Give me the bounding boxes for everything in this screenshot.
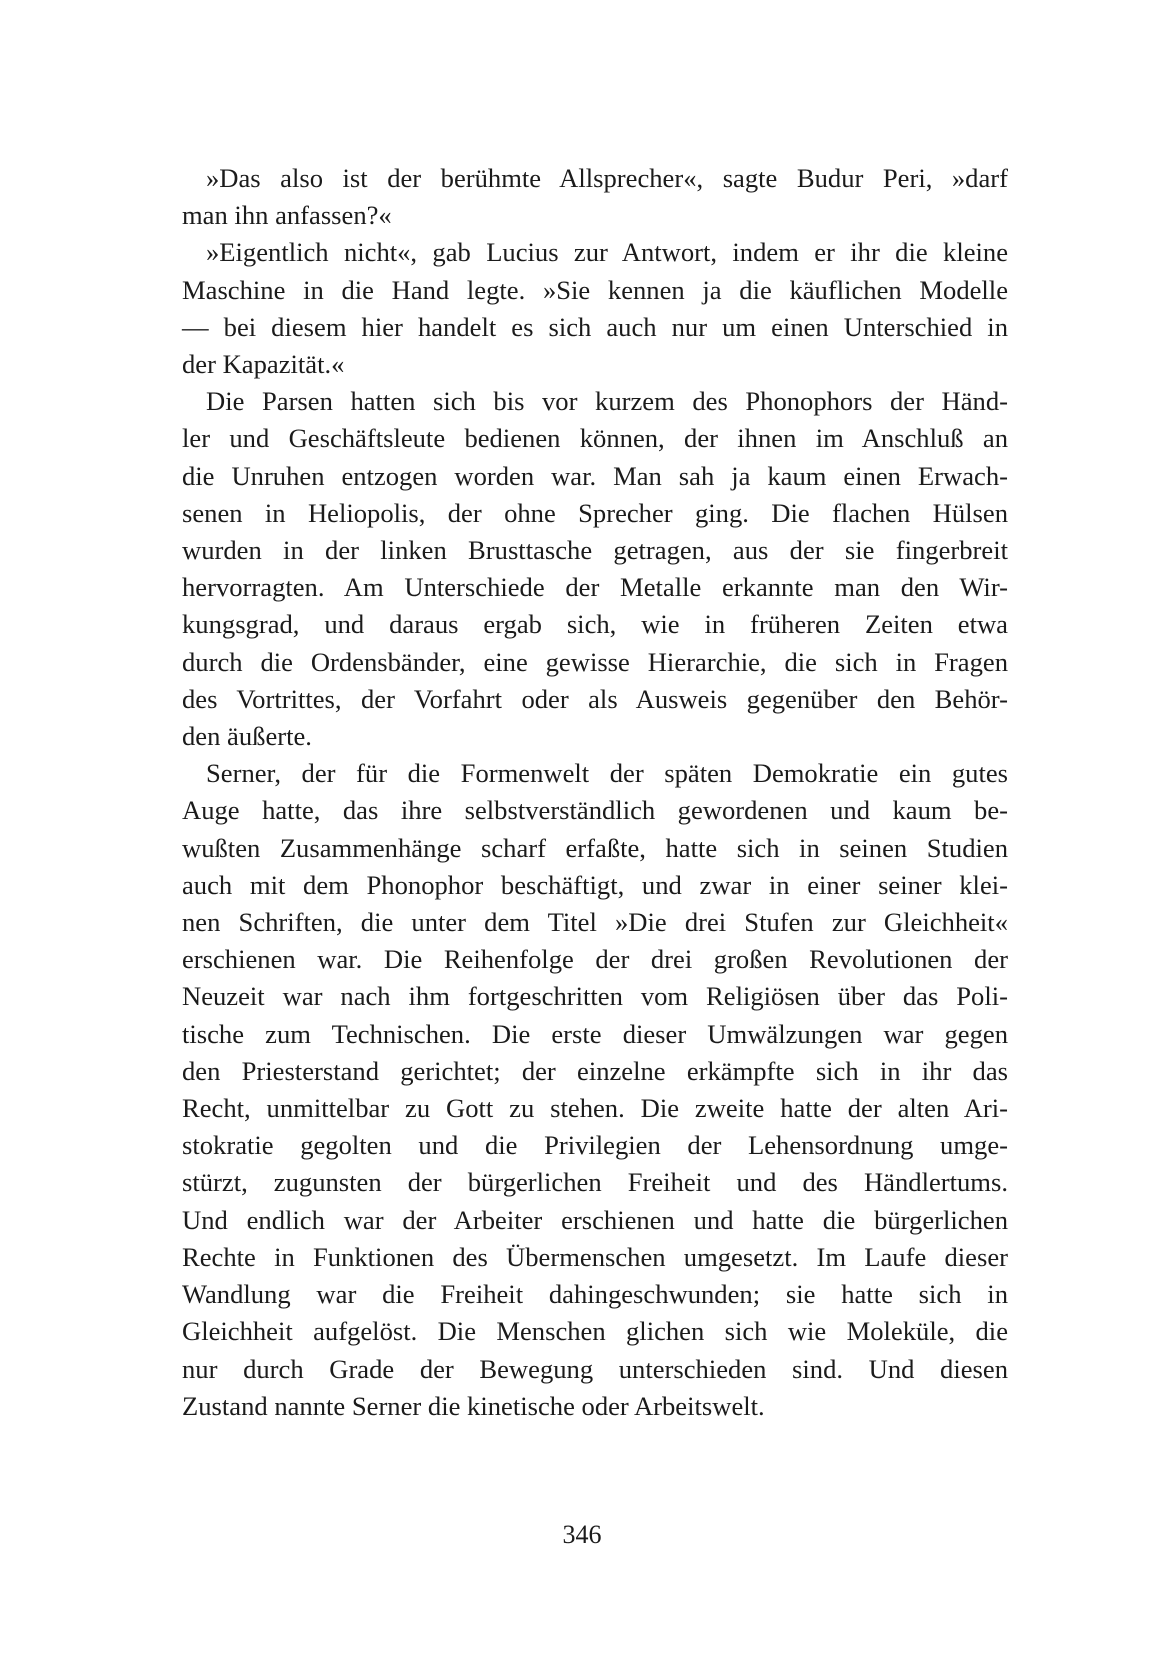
text-line: Die Parsen hatten sich bis vor kurzem des Phonophors der Händ- — [206, 386, 1008, 417]
text-line: wußten Zusammenhänge scharf erfaßte, hatte sich in seinen Studien — [182, 832, 1008, 863]
text-line: »Das also ist der berühmte Allsprecher«, sagte Budur Peri, »darf — [206, 163, 1008, 193]
text-line: des Vortrittes, der Vorfahrt oder als Ausweis gegenüber den Behör- — [182, 683, 1008, 714]
text-line: der Kapazität.« — [182, 349, 345, 380]
text-line: auch mit dem Phonophor beschäftigt, und zwar in einer seiner klei- — [182, 869, 1008, 900]
paragraph-3 — [158, 383, 1008, 755]
text-line: Auge hatte, das ihre selbstverständlich gewordenen und kaum be- — [182, 795, 1008, 826]
text-line: senen in Heliopolis, der ohne Sprecher ging. Die flachen Hülsen — [182, 497, 1008, 528]
paragraph-4 — [158, 755, 1008, 1425]
text-line: ler und Geschäftsleute bedienen können, der ihnen im Anschluß an — [182, 423, 1008, 454]
text-line: man ihn anfassen?« — [182, 200, 392, 231]
text-line: stürzt, zugunsten der bürgerlichen Freiheit und des Händlertums. — [182, 1167, 1008, 1198]
text-line: Zustand nannte Serner die kinetische oder Arbeitswelt. — [182, 1390, 765, 1421]
text-line: nen Schriften, die unter dem Titel »Die drei Stufen zur Gleichheit« — [182, 907, 1008, 938]
text-line: den Priesterstand gerichtet; der einzelne erkämpfte sich in ihr das — [182, 1055, 1008, 1086]
text-line: durch die Ordensbänder, eine gewisse Hierarchie, die sich in Fragen — [182, 646, 1008, 677]
text-line: stokratie gegolten und die Privilegien der Lehensordnung umge- — [182, 1130, 1008, 1161]
text-line: nur durch Grade der Bewegung unterschieden sind. Und diesen — [182, 1353, 1008, 1384]
text-line: Recht, unmittelbar zu Gott zu stehen. Die zweite hatte der alten Ari- — [182, 1093, 1008, 1124]
text-line: Neuzeit war nach ihm fortgeschritten vom Religiösen über das Poli- — [182, 981, 1008, 1012]
paragraph-2 — [158, 234, 1008, 383]
text-line: Serner, der für die Formenwelt der späten Demokratie ein gutes — [206, 758, 1008, 789]
text-line: Gleichheit aufgelöst. Die Menschen glichen sich wie Moleküle, die — [182, 1316, 1008, 1347]
body-text — [158, 160, 1008, 1425]
paragraph-1 — [158, 160, 1008, 234]
text-line: Wandlung war die Freiheit dahingeschwunden; sie hatte sich in — [182, 1279, 1008, 1310]
text-line: — bei diesem hier handelt es sich auch nur um einen Unterschied in — [182, 311, 1008, 342]
text-line: erschienen war. Die Reihenfolge der drei großen Revolutionen der — [182, 944, 1008, 975]
page-number: 346 — [562, 1520, 602, 1549]
text-line: die Unruhen entzogen worden war. Man sah ja kaum einen Erwach- — [182, 460, 1008, 491]
text-line: »Eigentlich nicht«, gab Lucius zur Antwort, indem er ihr die kleine — [206, 237, 1008, 268]
text-line: den äußerte. — [182, 721, 312, 752]
text-line: Rechte in Funktionen des Übermenschen umgesetzt. Im Laufe dieser — [182, 1241, 1008, 1272]
text-line: Maschine in die Hand legte. »Sie kennen ja die käuflichen Modelle — [182, 274, 1008, 305]
text-line: hervorragten. Am Unterschiede der Metalle erkannte man den Wir- — [182, 572, 1008, 603]
text-line: Und endlich war der Arbeiter erschienen und hatte die bürgerlichen — [182, 1204, 1008, 1235]
text-line: kungsgrad, und daraus ergab sich, wie in früheren Zeiten etwa — [182, 609, 1008, 640]
text-line: tische zum Technischen. Die erste dieser Umwälzungen war gegen — [182, 1018, 1008, 1049]
text-line: wurden in der linken Brusttasche getragen, aus der sie fingerbreit — [182, 535, 1008, 566]
